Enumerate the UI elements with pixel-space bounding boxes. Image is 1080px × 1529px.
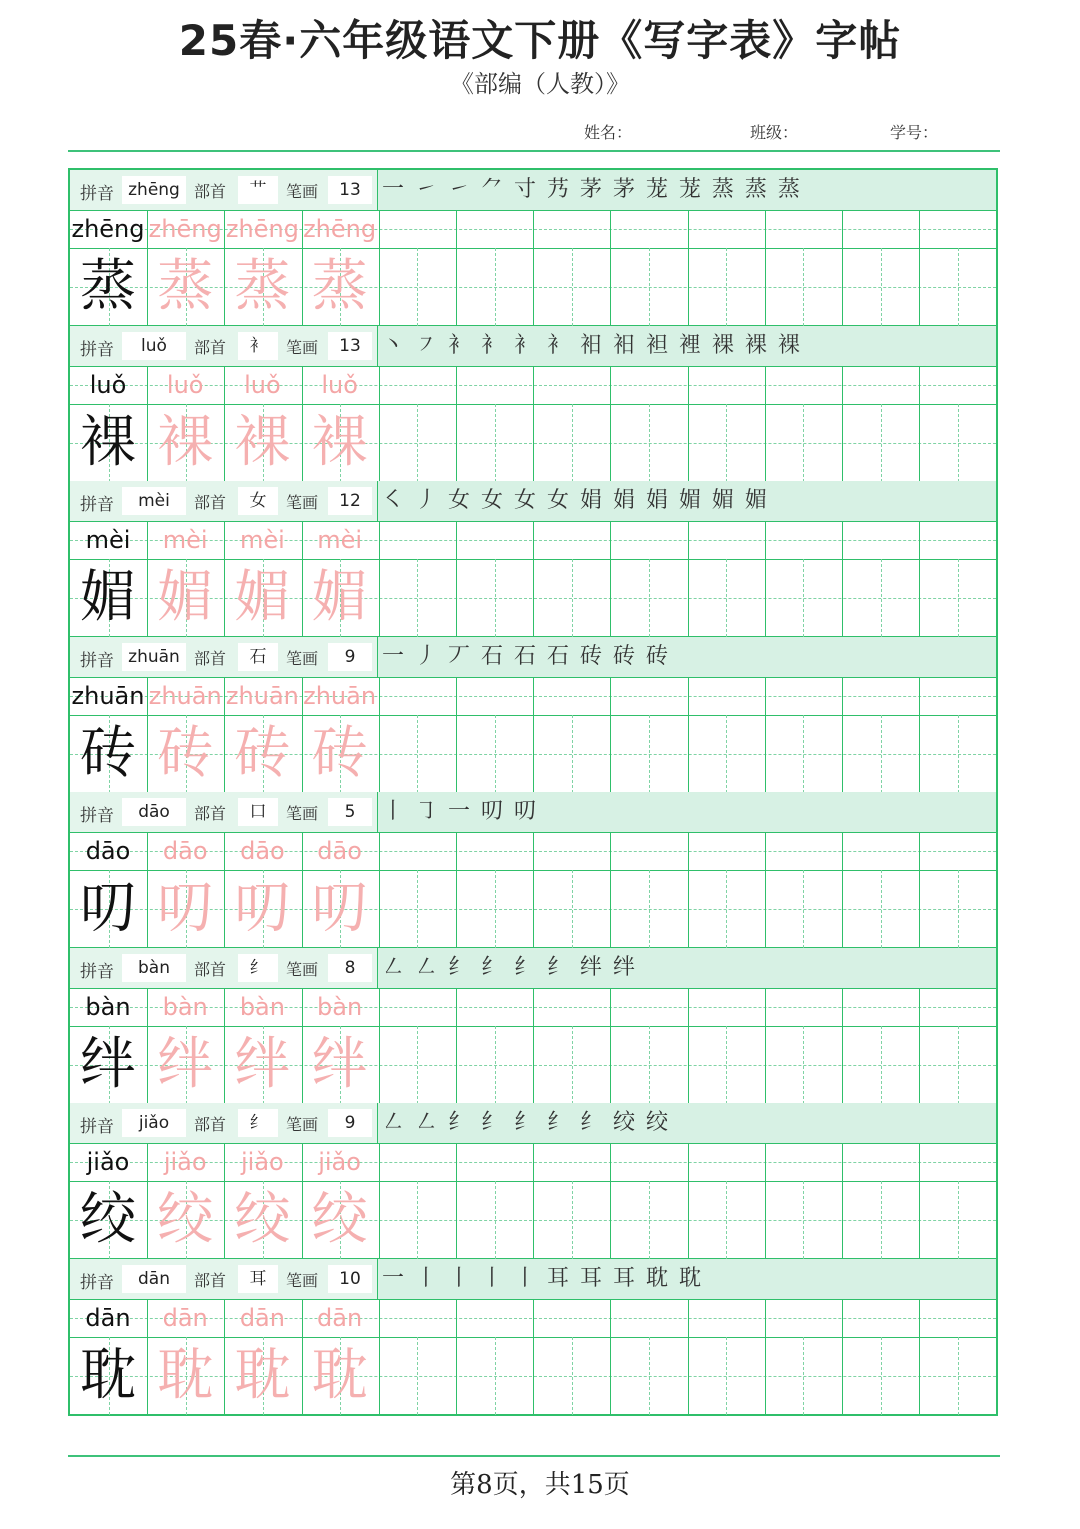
pinyin-model: zhuān xyxy=(71,681,145,710)
column-divider xyxy=(610,988,611,1104)
character-block xyxy=(70,326,996,482)
pinyin-value: luǒ xyxy=(122,332,186,360)
pinyin-trace: bàn xyxy=(162,992,208,1021)
pinyin-trace: zhuān xyxy=(225,681,299,710)
column-divider xyxy=(610,832,611,948)
student-number-label: 学号： xyxy=(890,123,939,142)
column-divider xyxy=(842,366,843,482)
column-divider xyxy=(842,1143,843,1259)
pinyin-label: 拼音 xyxy=(80,339,114,360)
pinyin-trace: mèi xyxy=(162,526,208,554)
cell-guide xyxy=(495,248,496,326)
cell-guide xyxy=(572,404,573,482)
stroke-order: 一 丿 丆 石 石 石 砖 砖 砖 xyxy=(382,643,670,669)
column-divider xyxy=(610,677,611,793)
cell-guide xyxy=(803,1337,804,1415)
character-info-row xyxy=(70,481,996,521)
character-info-row xyxy=(70,792,996,832)
pinyin-model: dāo xyxy=(85,837,131,865)
class-label: 班级： xyxy=(750,123,799,142)
cell-guide xyxy=(726,248,727,326)
cell-guide xyxy=(726,404,727,482)
cell-guide xyxy=(958,1181,959,1259)
column-divider xyxy=(456,521,457,637)
cell-guide xyxy=(881,559,882,637)
cell-guide xyxy=(572,248,573,326)
column-divider xyxy=(610,1299,611,1415)
pinyin-trace: dāo xyxy=(240,837,285,865)
column-divider xyxy=(533,677,534,793)
character-info-row xyxy=(70,1259,996,1299)
radical-label: 部首 xyxy=(194,1270,227,1290)
cell-guide xyxy=(495,870,496,948)
radical-value: 耳 xyxy=(238,1265,278,1293)
footer-divider xyxy=(68,1455,1000,1457)
character-block xyxy=(70,948,996,1104)
character-trace: 裸 xyxy=(234,409,291,475)
pinyin-label: 拼音 xyxy=(80,495,114,515)
cell-guide xyxy=(881,404,882,482)
cell-guide xyxy=(649,404,650,482)
cell-guide xyxy=(958,248,959,326)
pinyin-trace: dāo xyxy=(317,837,362,865)
cell-guide xyxy=(958,559,959,637)
radical-value: 石 xyxy=(238,643,278,671)
character-model: 绊 xyxy=(80,1031,136,1097)
column-divider xyxy=(610,521,611,637)
strokes-label: 笔画 xyxy=(286,959,319,979)
column-divider xyxy=(533,1143,534,1259)
column-divider xyxy=(919,1299,920,1415)
column-divider xyxy=(765,988,766,1104)
cell-guide xyxy=(803,248,804,326)
pinyin-trace: luǒ xyxy=(166,370,204,399)
column-divider xyxy=(842,988,843,1104)
character-model: 裸 xyxy=(80,409,136,475)
radical-label: 部首 xyxy=(194,182,227,201)
column-divider xyxy=(379,832,380,948)
column-divider xyxy=(919,1143,920,1259)
character-trace: 耽 xyxy=(157,1342,214,1408)
name-label: 姓名： xyxy=(584,123,633,142)
radical-label: 部首 xyxy=(194,493,227,512)
stroke-order: 丨 ㇆ 一 叨 叨 xyxy=(382,799,538,824)
radical-value: 纟 xyxy=(238,954,278,982)
radical-label: 部首 xyxy=(194,959,227,979)
column-divider xyxy=(765,210,766,326)
pinyin-label: 拼音 xyxy=(80,806,114,826)
page-number: 第8页，共15页 xyxy=(450,1470,630,1500)
character-info-row xyxy=(70,948,996,988)
stroke-order: ㇜ ㇜ 纟 纟 纟 纟 纟 绞 绞 xyxy=(382,1110,670,1135)
column-divider xyxy=(533,832,534,948)
character-model: 砖 xyxy=(80,720,136,786)
column-divider xyxy=(610,210,611,326)
character-trace: 叨 xyxy=(311,876,368,941)
pinyin-model: luǒ xyxy=(89,370,127,399)
character-info-row xyxy=(70,326,996,366)
pinyin-label: 拼音 xyxy=(80,184,114,204)
radical-label: 部首 xyxy=(194,337,227,357)
cell-guide xyxy=(572,1337,573,1415)
practice-grid xyxy=(68,168,998,1416)
pinyin-trace: zhuān xyxy=(303,681,377,710)
pinyin-trace: luǒ xyxy=(244,370,281,399)
character-trace: 媚 xyxy=(311,565,368,630)
column-divider xyxy=(533,988,534,1104)
column-divider xyxy=(842,677,843,793)
pinyin-value: jiǎo xyxy=(122,1109,186,1137)
strokes-label: 笔画 xyxy=(286,337,319,357)
character-trace: 媚 xyxy=(157,565,214,630)
column-divider xyxy=(456,988,457,1104)
column-divider xyxy=(919,521,920,637)
column-divider xyxy=(688,210,689,326)
stroke-order: 一 ㇀ ㇀ ⺈ 寸 艿 茅 茅 茏 茏 蒸 蒸 蒸 xyxy=(382,177,802,202)
pinyin-value: dāo xyxy=(122,798,186,826)
strokes-label: 笔画 xyxy=(286,493,319,512)
character-model: 媚 xyxy=(80,565,136,630)
pinyin-trace: zhēng xyxy=(225,215,299,243)
pinyin-trace: jiǎo xyxy=(163,1148,207,1176)
cell-guide xyxy=(881,248,882,326)
pinyin-trace: bàn xyxy=(317,992,363,1021)
stroke-order: 丶 ㇇ 衤 衤 衤 衤 衵 衵 袒 裡 裸 裸 裸 xyxy=(382,332,802,358)
column-divider xyxy=(842,210,843,326)
pinyin-value: zhuān xyxy=(122,643,186,671)
pinyin-value: zhēng xyxy=(122,176,186,204)
character-trace: 裸 xyxy=(157,409,214,475)
pinyin-label: 拼音 xyxy=(80,1272,114,1293)
radical-label: 部首 xyxy=(194,1115,227,1134)
column-divider xyxy=(842,521,843,637)
character-block xyxy=(70,1259,996,1415)
column-divider xyxy=(919,988,920,1104)
character-trace: 蒸 xyxy=(234,254,291,319)
column-divider xyxy=(610,366,611,482)
cell-guide xyxy=(649,248,650,326)
column-divider xyxy=(688,1143,689,1259)
cell-guide xyxy=(958,1337,959,1415)
stroke-count: 12 xyxy=(328,487,372,515)
column-divider xyxy=(456,1143,457,1259)
column-divider xyxy=(765,677,766,793)
character-trace: 绞 xyxy=(157,1187,214,1252)
strokes-label: 笔画 xyxy=(286,1115,319,1134)
cell-guide xyxy=(417,1026,418,1104)
character-trace: 蒸 xyxy=(157,254,214,319)
cell-guide xyxy=(572,559,573,637)
radical-label: 部首 xyxy=(194,804,227,823)
column-divider xyxy=(688,677,689,793)
pinyin-trace: zhēng xyxy=(148,215,222,243)
column-divider xyxy=(379,210,380,326)
character-trace: 耽 xyxy=(311,1342,368,1408)
column-divider xyxy=(610,1143,611,1259)
cell-guide xyxy=(726,1026,727,1104)
column-divider xyxy=(919,677,920,793)
column-divider xyxy=(765,832,766,948)
cell-guide xyxy=(958,404,959,482)
character-block xyxy=(70,1103,996,1259)
cell-guide xyxy=(726,870,727,948)
column-divider xyxy=(456,366,457,482)
stroke-order: ㇜ ㇜ 纟 纟 纟 纟 绊 绊 xyxy=(382,954,637,980)
cell-guide xyxy=(958,1026,959,1104)
cell-guide xyxy=(726,559,727,637)
pinyin-trace: zhuān xyxy=(148,681,222,710)
stroke-order: 一 丨 丨 丨 丨 耳 耳 耳 耽 耽 xyxy=(382,1265,703,1291)
pinyin-trace: mèi xyxy=(239,526,285,554)
stroke-count: 9 xyxy=(328,643,372,671)
pinyin-label: 拼音 xyxy=(80,961,114,982)
character-trace: 耽 xyxy=(234,1342,291,1408)
character-trace: 绊 xyxy=(157,1031,214,1097)
character-block xyxy=(70,792,996,948)
strokes-label: 笔画 xyxy=(286,182,319,201)
stroke-count: 13 xyxy=(328,176,372,204)
character-trace: 裸 xyxy=(311,409,368,475)
cell-guide xyxy=(417,870,418,948)
pinyin-value: dān xyxy=(122,1265,186,1293)
pinyin-model: jiǎo xyxy=(86,1148,130,1176)
strokes-label: 笔画 xyxy=(286,804,319,823)
character-model: 蒸 xyxy=(80,254,136,319)
radical-value: 女 xyxy=(238,487,278,515)
cell-guide xyxy=(495,715,496,793)
cell-guide xyxy=(572,870,573,948)
radical-value: 衤 xyxy=(238,332,278,360)
cell-guide xyxy=(958,870,959,948)
pinyin-trace: jiǎo xyxy=(318,1148,361,1176)
character-trace: 绞 xyxy=(234,1187,291,1252)
column-divider xyxy=(919,210,920,326)
cell-guide xyxy=(417,715,418,793)
character-model: 耽 xyxy=(80,1342,136,1408)
cell-guide xyxy=(495,404,496,482)
pinyin-trace: luǒ xyxy=(321,370,358,399)
column-divider xyxy=(688,832,689,948)
character-trace: 砖 xyxy=(157,720,214,786)
cell-guide xyxy=(417,404,418,482)
stroke-count: 13 xyxy=(328,332,372,360)
character-info-row xyxy=(70,637,996,677)
cell-guide xyxy=(881,1181,882,1259)
stroke-count: 8 xyxy=(328,954,372,982)
header-divider xyxy=(68,150,1000,152)
character-info-row xyxy=(70,170,996,210)
pinyin-trace: dāo xyxy=(162,837,208,865)
column-divider xyxy=(456,210,457,326)
column-divider xyxy=(765,1299,766,1415)
column-divider xyxy=(533,210,534,326)
cell-guide xyxy=(881,715,882,793)
column-divider xyxy=(842,832,843,948)
column-divider xyxy=(533,521,534,637)
character-trace: 绞 xyxy=(311,1187,368,1252)
column-divider xyxy=(533,366,534,482)
character-info-row xyxy=(70,1103,996,1143)
column-divider xyxy=(379,1143,380,1259)
cell-guide xyxy=(572,1026,573,1104)
pinyin-label: 拼音 xyxy=(80,1117,114,1137)
cell-guide xyxy=(649,559,650,637)
cell-guide xyxy=(881,1026,882,1104)
strokes-label: 笔画 xyxy=(286,1270,319,1290)
column-divider xyxy=(765,366,766,482)
column-divider xyxy=(379,988,380,1104)
cell-guide xyxy=(495,1181,496,1259)
pinyin-model: bàn xyxy=(85,992,131,1021)
column-divider xyxy=(533,1299,534,1415)
cell-guide xyxy=(649,1181,650,1259)
column-divider xyxy=(842,1299,843,1415)
cell-guide xyxy=(417,1181,418,1259)
cell-guide xyxy=(417,248,418,326)
cell-guide xyxy=(649,715,650,793)
stroke-count: 5 xyxy=(328,798,372,826)
radical-value: 口 xyxy=(238,798,278,826)
pinyin-trace: dān xyxy=(239,1303,285,1332)
column-divider xyxy=(379,521,380,637)
pinyin-model: mèi xyxy=(85,526,131,554)
page-subtitle: 《部编（人教）》 xyxy=(450,70,630,98)
character-trace: 叨 xyxy=(234,876,291,941)
cell-guide xyxy=(495,1026,496,1104)
column-divider xyxy=(919,366,920,482)
cell-guide xyxy=(803,404,804,482)
cell-guide xyxy=(726,1181,727,1259)
pinyin-value: bàn xyxy=(122,954,186,982)
character-trace: 砖 xyxy=(311,720,368,786)
stroke-count: 9 xyxy=(328,1109,372,1137)
pinyin-model: zhēng xyxy=(71,215,145,243)
column-divider xyxy=(688,1299,689,1415)
cell-guide xyxy=(803,715,804,793)
character-block xyxy=(70,637,996,793)
strokes-label: 笔画 xyxy=(286,648,319,668)
character-trace: 叨 xyxy=(157,876,214,941)
column-divider xyxy=(456,677,457,793)
cell-guide xyxy=(803,870,804,948)
cell-guide xyxy=(417,559,418,637)
column-divider xyxy=(456,832,457,948)
cell-guide xyxy=(958,715,959,793)
cell-guide xyxy=(881,870,882,948)
character-trace: 绊 xyxy=(311,1031,368,1097)
character-trace: 蒸 xyxy=(311,254,368,319)
character-block xyxy=(70,481,996,637)
pinyin-trace: bàn xyxy=(239,992,285,1021)
cell-guide xyxy=(803,1026,804,1104)
cell-guide xyxy=(803,559,804,637)
radical-value: 纟 xyxy=(238,1109,278,1137)
character-trace: 媚 xyxy=(234,565,291,630)
cell-guide xyxy=(881,1337,882,1415)
character-trace: 砖 xyxy=(234,720,291,786)
character-trace: 绊 xyxy=(234,1031,291,1097)
stroke-order: ㇛ 丿 女 女 女 女 娟 娟 娟 媚 媚 媚 xyxy=(382,488,769,513)
pinyin-value: mèi xyxy=(122,487,186,515)
pinyin-trace: mèi xyxy=(317,526,362,554)
character-model: 叨 xyxy=(80,876,136,941)
column-divider xyxy=(688,521,689,637)
cell-guide xyxy=(495,559,496,637)
stroke-count: 10 xyxy=(328,1265,372,1293)
column-divider xyxy=(688,366,689,482)
radical-label: 部首 xyxy=(194,648,227,668)
column-divider xyxy=(379,366,380,482)
column-divider xyxy=(765,521,766,637)
cell-guide xyxy=(572,1181,573,1259)
character-model: 绞 xyxy=(80,1187,136,1252)
character-block xyxy=(70,170,996,326)
pinyin-trace: dān xyxy=(162,1303,208,1332)
cell-guide xyxy=(572,715,573,793)
cell-guide xyxy=(649,1337,650,1415)
cell-guide xyxy=(649,1026,650,1104)
page-title: 25春·六年级语文下册《写字表》字帖 xyxy=(178,16,902,65)
column-divider xyxy=(765,1143,766,1259)
cell-guide xyxy=(726,1337,727,1415)
cell-guide xyxy=(803,1181,804,1259)
column-divider xyxy=(456,1299,457,1415)
column-divider xyxy=(919,832,920,948)
column-divider xyxy=(379,677,380,793)
pinyin-label: 拼音 xyxy=(80,650,114,671)
cell-guide xyxy=(726,715,727,793)
pinyin-model: dān xyxy=(85,1303,131,1332)
cell-guide xyxy=(417,1337,418,1415)
pinyin-trace: jiǎo xyxy=(241,1148,284,1176)
column-divider xyxy=(379,1299,380,1415)
column-divider xyxy=(688,988,689,1104)
cell-guide xyxy=(495,1337,496,1415)
pinyin-trace: zhēng xyxy=(303,215,377,243)
cell-guide xyxy=(649,870,650,948)
radical-value: 艹 xyxy=(238,176,278,204)
pinyin-trace: dān xyxy=(317,1303,363,1332)
